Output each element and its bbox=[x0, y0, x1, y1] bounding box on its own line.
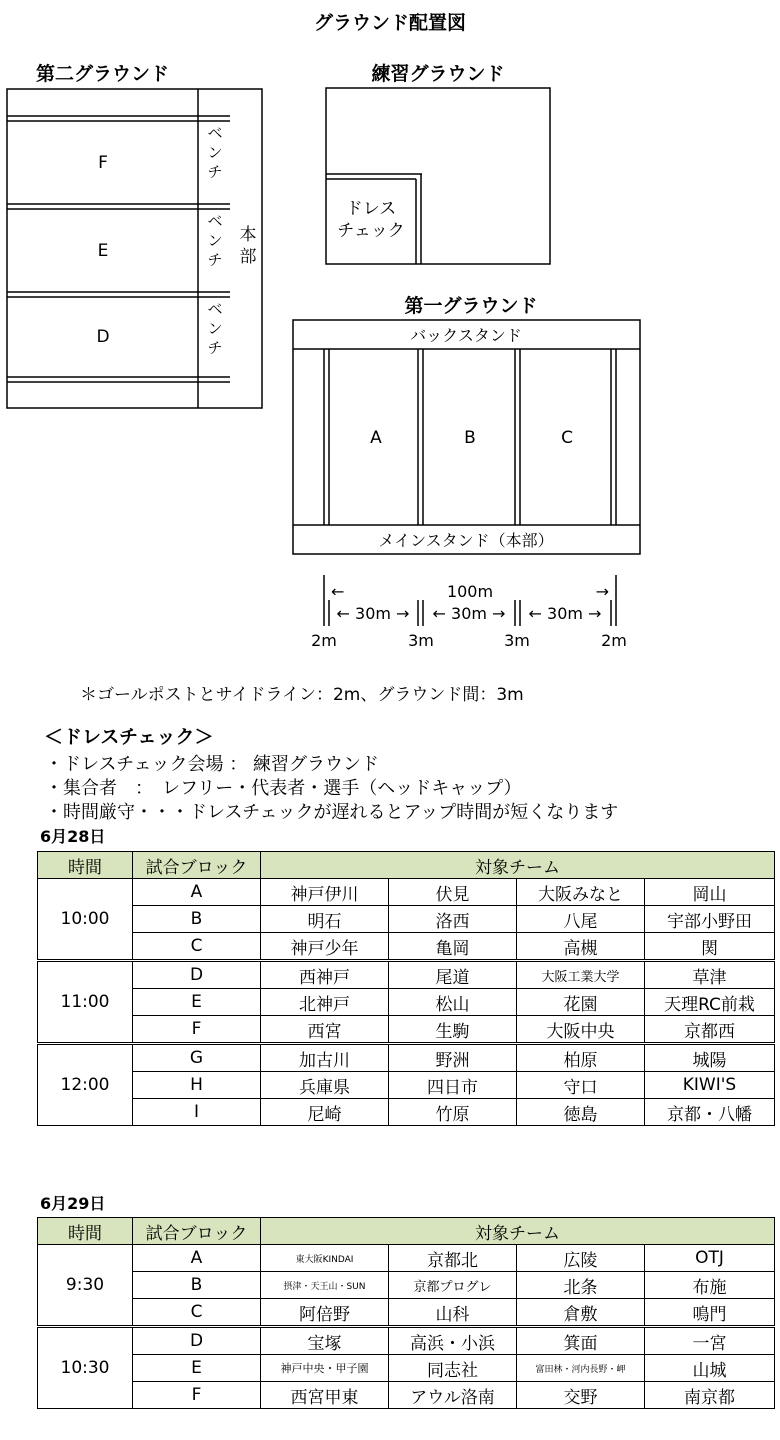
dimension-segment: ← 30m → bbox=[336, 604, 410, 623]
team-cell: 洛西 bbox=[389, 906, 517, 933]
dimension-segment: ← 30m → bbox=[528, 604, 602, 623]
block-cell: F bbox=[133, 1016, 261, 1044]
team-cell: 神戸伊川 bbox=[261, 879, 389, 906]
team-cell: 京都北 bbox=[389, 1245, 517, 1272]
team-cell: 箕面 bbox=[517, 1327, 645, 1355]
dimension-segment: ← 30m → bbox=[432, 604, 506, 623]
header-block: 試合ブロック bbox=[133, 1218, 261, 1245]
date-label: 6月28日 bbox=[40, 827, 106, 846]
team-cell: 西宮甲東 bbox=[261, 1382, 389, 1409]
team-cell: 高槻 bbox=[517, 933, 645, 961]
left-arrow-icon: ← bbox=[331, 582, 345, 601]
table-row bbox=[38, 1016, 775, 1044]
block-cell: E bbox=[133, 1355, 261, 1382]
block-cell: H bbox=[133, 1072, 261, 1099]
block-cell: B bbox=[133, 906, 261, 933]
practice-ground-label: 練習グラウンド bbox=[371, 63, 505, 85]
team-cell: 柏原 bbox=[517, 1044, 645, 1072]
dimension-gap: 2m bbox=[601, 631, 627, 650]
team-cell: 鳴門 bbox=[645, 1299, 775, 1327]
team-cell: 伏見 bbox=[389, 879, 517, 906]
header-time: 時間 bbox=[38, 852, 133, 879]
team-cell: 大阪みなと bbox=[517, 879, 645, 906]
field-label: A bbox=[370, 428, 382, 448]
time-cell: 10:30 bbox=[38, 1327, 133, 1409]
right-arrow-icon: → bbox=[595, 582, 609, 601]
table-row bbox=[38, 1299, 775, 1327]
bench-label: ベンチ bbox=[207, 124, 223, 181]
headquarters-label: 本部 bbox=[239, 225, 257, 268]
ground-layout-diagram bbox=[0, 0, 780, 660]
team-cell: 天理RC前栽 bbox=[645, 989, 775, 1016]
second-ground-label: 第二グラウンド bbox=[36, 63, 170, 85]
team-cell: 山城 bbox=[645, 1355, 775, 1382]
block-cell: I bbox=[133, 1099, 261, 1126]
team-cell: 兵庫県 bbox=[261, 1072, 389, 1099]
bench-label: ベンチ bbox=[207, 212, 223, 269]
table-row bbox=[38, 1272, 775, 1299]
field-label: E bbox=[97, 241, 109, 261]
spacing-note: ＊ゴールポストとサイドライン：2m、グラウンド間：3m bbox=[80, 685, 524, 705]
table-row bbox=[38, 933, 775, 961]
team-cell: 南京都 bbox=[645, 1382, 775, 1409]
header-block: 試合ブロック bbox=[133, 852, 261, 879]
block-cell: D bbox=[133, 961, 261, 989]
team-cell: 八尾 bbox=[517, 906, 645, 933]
block-cell: A bbox=[133, 1245, 261, 1272]
team-cell: OTJ bbox=[645, 1245, 775, 1272]
team-cell: 山科 bbox=[389, 1299, 517, 1327]
team-cell: 神戸中央・甲子園 bbox=[261, 1355, 389, 1382]
field-label: C bbox=[561, 428, 573, 448]
dress-check-area-label: チェック bbox=[337, 221, 405, 241]
dimension-gap: 3m bbox=[408, 631, 434, 650]
main-stand-label: メインスタンド（本部） bbox=[378, 531, 554, 550]
team-cell: 布施 bbox=[645, 1272, 775, 1299]
table-row bbox=[38, 1245, 775, 1272]
table-row bbox=[38, 1099, 775, 1126]
dimension-total: 100m bbox=[446, 582, 494, 601]
field-label: D bbox=[96, 327, 110, 347]
team-cell: 倉敷 bbox=[517, 1299, 645, 1327]
schedule-table-day1 bbox=[37, 851, 775, 1126]
team-cell: 松山 bbox=[389, 989, 517, 1016]
team-cell: 東大阪KINDAI bbox=[261, 1245, 389, 1272]
team-cell: 高浜・小浜 bbox=[389, 1327, 517, 1355]
time-cell: 11:00 bbox=[38, 961, 133, 1044]
table-row bbox=[38, 1044, 775, 1072]
team-cell: KIWI'S bbox=[645, 1072, 775, 1099]
team-cell: 四日市 bbox=[389, 1072, 517, 1099]
dress-check-line: ・時間厳守・・・ドレスチェックが遅れるとアップ時間が短くなります bbox=[45, 802, 619, 823]
table-row bbox=[38, 906, 775, 933]
team-cell: 竹原 bbox=[389, 1099, 517, 1126]
block-cell: D bbox=[133, 1327, 261, 1355]
table-row bbox=[38, 1327, 775, 1355]
team-cell: 交野 bbox=[517, 1382, 645, 1409]
team-cell: 西宮 bbox=[261, 1016, 389, 1044]
page-title: グラウンド配置図 bbox=[313, 12, 466, 34]
team-cell: 花園 bbox=[517, 989, 645, 1016]
team-cell: 大阪中央 bbox=[517, 1016, 645, 1044]
table-row bbox=[38, 989, 775, 1016]
block-cell: F bbox=[133, 1382, 261, 1409]
team-cell: 北神戸 bbox=[261, 989, 389, 1016]
team-cell: 神戸少年 bbox=[261, 933, 389, 961]
team-cell: 北条 bbox=[517, 1272, 645, 1299]
table-row bbox=[38, 1072, 775, 1099]
header-teams: 対象チーム bbox=[261, 1218, 775, 1245]
back-stand-label: バックスタンド bbox=[410, 326, 522, 345]
team-cell: 西神戸 bbox=[261, 961, 389, 989]
team-cell: 宝塚 bbox=[261, 1327, 389, 1355]
team-cell: 徳島 bbox=[517, 1099, 645, 1126]
team-cell: 京都西 bbox=[645, 1016, 775, 1044]
team-cell: 関 bbox=[645, 933, 775, 961]
block-cell: B bbox=[133, 1272, 261, 1299]
header-time: 時間 bbox=[38, 1218, 133, 1245]
team-cell: 京都プログレ bbox=[389, 1272, 517, 1299]
table-row bbox=[38, 879, 775, 906]
team-cell: 野洲 bbox=[389, 1044, 517, 1072]
team-cell: 広陵 bbox=[517, 1245, 645, 1272]
table-row bbox=[38, 1382, 775, 1409]
team-cell: 草津 bbox=[645, 961, 775, 989]
table-row bbox=[38, 1355, 775, 1382]
field-label: F bbox=[98, 153, 108, 173]
dress-check-heading: ＜ドレスチェック＞ bbox=[44, 726, 214, 748]
first-ground-label: 第一グラウンド bbox=[404, 295, 538, 317]
team-cell: 大阪工業大学 bbox=[517, 961, 645, 989]
team-cell: 一宮 bbox=[645, 1327, 775, 1355]
block-cell: E bbox=[133, 989, 261, 1016]
dimension-gap: 2m bbox=[311, 631, 337, 650]
team-cell: アウル洛南 bbox=[389, 1382, 517, 1409]
dimension-gap: 3m bbox=[504, 631, 530, 650]
team-cell: 尾道 bbox=[389, 961, 517, 989]
team-cell: 尼崎 bbox=[261, 1099, 389, 1126]
time-cell: 10:00 bbox=[38, 879, 133, 961]
team-cell: 宇部小野田 bbox=[645, 906, 775, 933]
dress-check-line: ・ドレスチェック会場 ： 練習グラウンド bbox=[45, 754, 380, 775]
schedule-table-day2 bbox=[37, 1217, 775, 1409]
team-cell: 富田林・河内長野・岬 bbox=[517, 1355, 645, 1382]
dress-check-area-label: ドレス bbox=[345, 199, 397, 219]
block-cell: G bbox=[133, 1044, 261, 1072]
team-cell: 加古川 bbox=[261, 1044, 389, 1072]
team-cell: 城陽 bbox=[645, 1044, 775, 1072]
header-teams: 対象チーム bbox=[261, 852, 775, 879]
team-cell: 守口 bbox=[517, 1072, 645, 1099]
team-cell: 京都・八幡 bbox=[645, 1099, 775, 1126]
team-cell: 生駒 bbox=[389, 1016, 517, 1044]
time-cell: 12:00 bbox=[38, 1044, 133, 1126]
table-row bbox=[38, 961, 775, 989]
time-cell: 9:30 bbox=[38, 1245, 133, 1327]
team-cell: 同志社 bbox=[389, 1355, 517, 1382]
field-label: B bbox=[464, 428, 476, 448]
block-cell: C bbox=[133, 933, 261, 961]
date-label: 6月29日 bbox=[40, 1194, 106, 1213]
block-cell: A bbox=[133, 879, 261, 906]
dress-check-line: ・集合者 ： レフリー・代表者・選手（ヘッドキャップ） bbox=[45, 778, 522, 799]
team-cell: 亀岡 bbox=[389, 933, 517, 961]
bench-label: ベンチ bbox=[207, 300, 223, 357]
team-cell: 摂津・天王山・SUN bbox=[261, 1272, 389, 1299]
team-cell: 明石 bbox=[261, 906, 389, 933]
team-cell: 阿倍野 bbox=[261, 1299, 389, 1327]
block-cell: C bbox=[133, 1299, 261, 1327]
team-cell: 岡山 bbox=[645, 879, 775, 906]
